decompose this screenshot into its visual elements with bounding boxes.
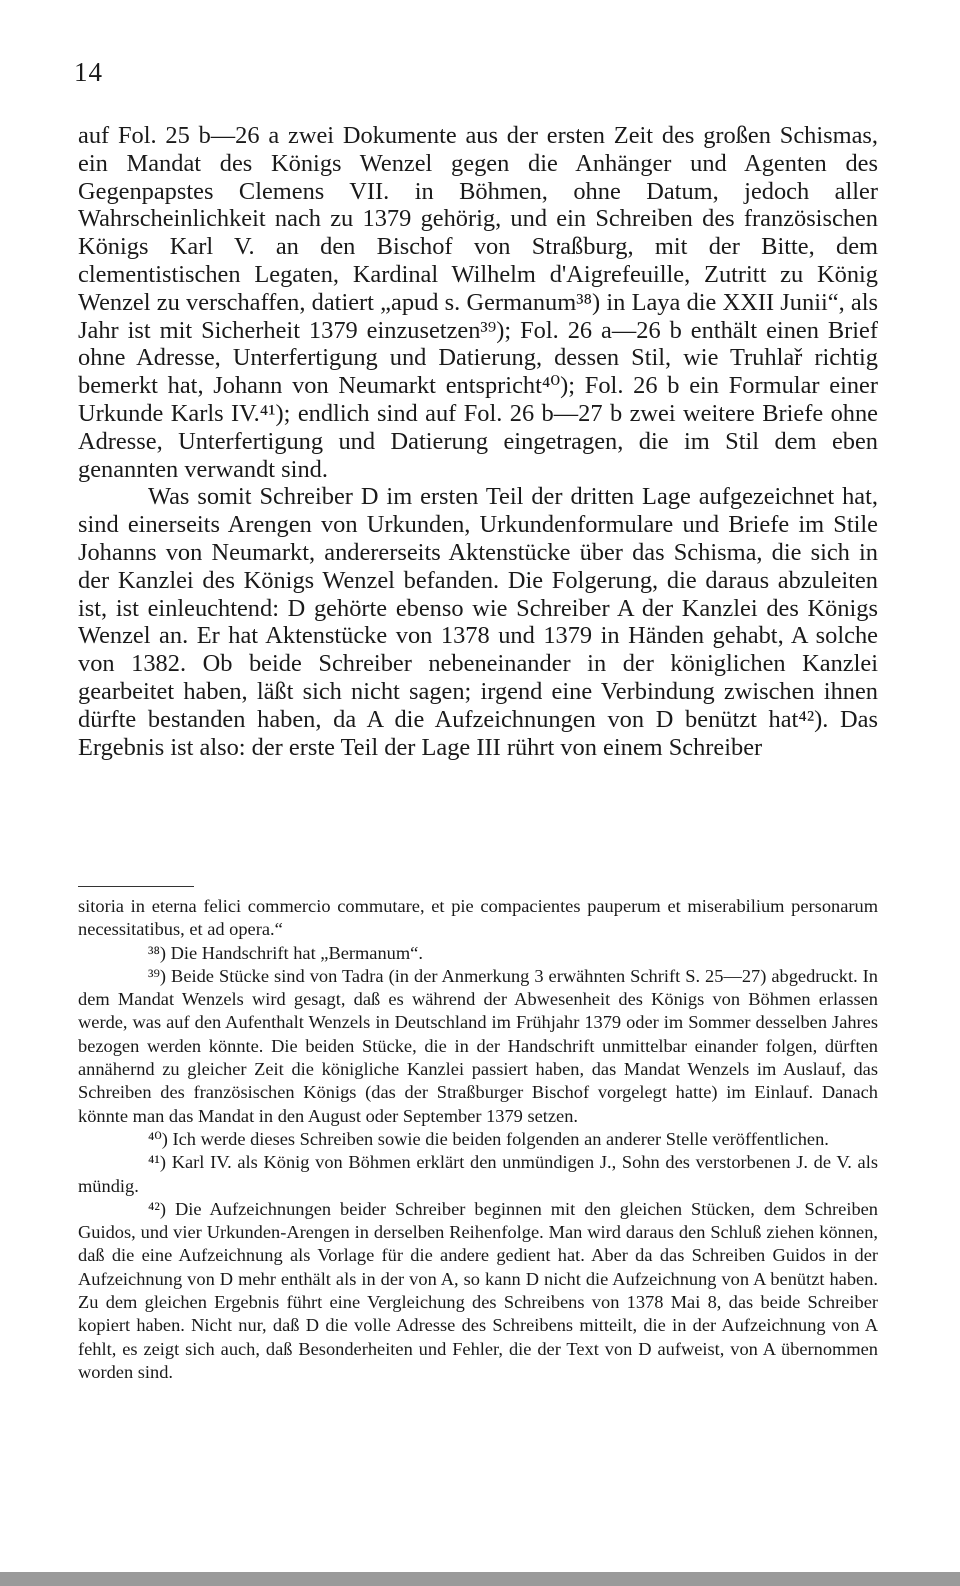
footnote-39: ³⁹) Beide Stücke sind von Tadra (in der Anmerkung 3 erwähnten Schrift S. 25—27) abgedruckt. In dem Mandat Wenzels wird gesagt, daß es während der Abwesenheit des Königs von Böhmen erlassen werde, was auf den Aufenthalt Wenzels in Deutschland im Frühjahr 1379 oder im Sommer desselben Jahres bezogen werden könnte. Die beiden Stücke, die in der Handschrift unmittelbar einander folgen, dürften annähernd zu gleicher Zeit die königliche Kanzlei passiert haben, das Mandat Wenzels im Auslauf, das Schreiben des französischen Königs (das der Straßburger Bischof vorgelegt hatte) im Einlauf. Danach könnte man das Mandat in den August oder September 1379 setzen. [78, 965, 878, 1126]
footnote-41: ⁴¹) Karl IV. als König von Böhmen erklärt den unmündigen J., Sohn des verstorbenen J. de V. als mündig. [78, 1152, 878, 1196]
scan-bottom-edge [0, 1572, 960, 1586]
body-paragraph-1: auf Fol. 25 b—26 a zwei Dokumente aus der ersten Zeit des großen Schismas, ein Mandat des Königs Wenzel gegen die Anhänger und Agenten des Gegenpapstes Clemens VII. in Böhmen, ohne Datum, jedoch aller Wahrscheinlichkeit nach zu 1379 gehörig, und ein Schreiben des französischen Königs Karl V. an den Bischof von Straßburg, mit der Bitte, dem clementistischen Legaten, Kardinal Wilhelm d'Aigrefeuille, Zutritt zu König Wenzel zu verschaffen, datiert „apud s. Germanum³⁸) in Laya die XXII Junii“, als Jahr ist mit Sicherheit 1379 einzusetzen³⁹); Fol. 26 a—26 b enthält einen Brief ohne Adresse, Unterfertigung und Datierung, dessen Stil, wie Truhlař richtig bemerkt hat, Johann von Neumarkt entspricht⁴⁰); Fol. 26 b ein Formular einer Urkunde Karls IV.⁴¹); endlich sind auf Fol. 26 b—27 b zwei weitere Briefe ohne Adresse, Unterfertigung und Datierung eingetragen, die im Stil dem eben genannten verwandt sind. [78, 122, 878, 483]
footnote-38: ³⁸) Die Handschrift hat „Bermanum“. [148, 942, 423, 963]
footnote-40: ⁴⁰) Ich werde dieses Schreiben sowie die beiden folgenden an anderer Stelle veröffentlichen. [148, 1128, 829, 1149]
body-paragraph-2: Was somit Schreiber D im ersten Teil der dritten Lage aufgezeichnet hat, sind einerseits Arengen von Urkunden, Urkundenformulare und Briefe im Stile Johanns von Neumarkt, andererseits Aktenstücke über das Schisma, die sich in der Kanzlei des Königs Wenzel befanden. Die Folgerung, die daraus abzuleiten ist, ist einleuchtend: D gehörte ebenso wie Schreiber A der Kanzlei des Königs Wenzel an. Er hat Aktenstücke von 1378 und 1379 in Händen gehabt, A solche von 1382. Ob beide Schreiber nebeneinander in der königlichen Kanzlei gearbeitet haben, läßt sich nicht sagen; irgend eine Verbindung zwischen ihnen dürfte bestanden haben, da A die Aufzeichnungen von D benützt hat⁴²). Das Ergebnis ist also: der erste Teil der Lage III rührt von einem Schreiber [78, 483, 878, 761]
footnote-separator [78, 886, 194, 887]
footnote-continuation: sitoria in eterna felici commercio commutare, et pie compacientes pauperum et miserabilium personarum necessitatibus, et ad opera.“ [78, 896, 878, 940]
footnote-42: ⁴²) Die Aufzeichnungen beider Schreiber beginnen mit den gleichen Stücken, dem Schreiben Guidos, und vier Urkunden-Arengen in derselben Reihenfolge. Man wird daraus den Schluß ziehen können, daß die eine Aufzeichnung als Vorlage für die andere gedient hat. Aber da das Schreiben Guidos in der Aufzeichnung von D mehr enthält als in der von A, so kann D nicht die Aufzeichnung von A benützt haben. Zu dem gleichen Ergebnis führt eine Vergleichung des Schreibens von 1378 Mai 8, das beide Schreiber kopiert haben. Nicht nur, daß D die volle Adresse des Schreibens mitteilt, die in der Aufzeichnung von A fehlt, es zeigt sich auch, daß Besonderheiten und Fehler, die der Text von D aufweist, von A übernommen worden sind. [78, 1198, 878, 1382]
main-text [78, 122, 878, 761]
footnotes-section [78, 895, 878, 1384]
page-number: 14 [74, 57, 103, 87]
